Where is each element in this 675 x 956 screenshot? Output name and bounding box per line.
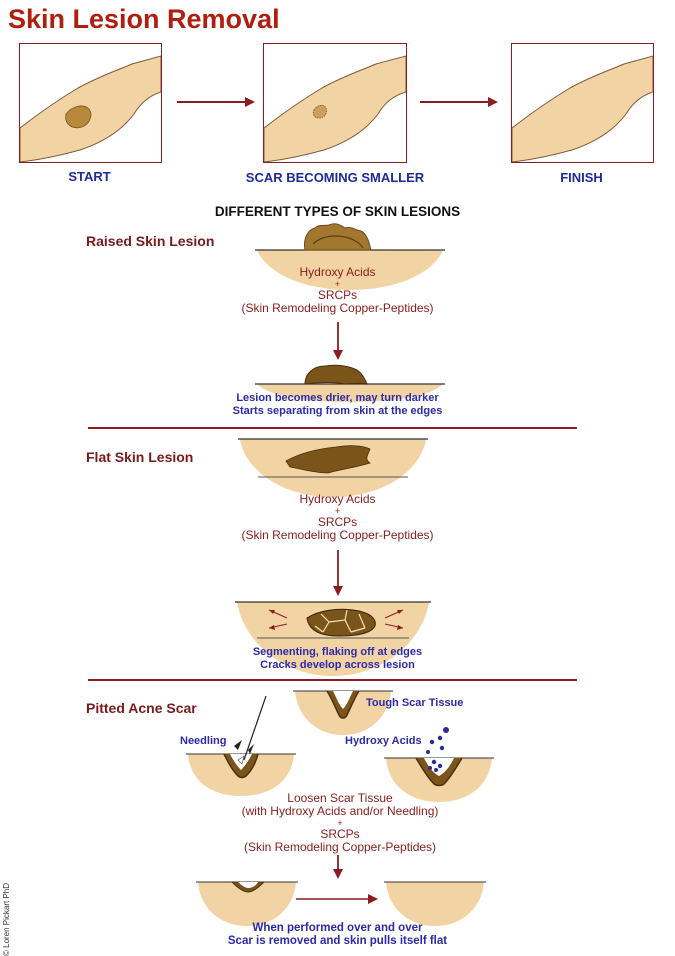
treatment-line: Hydroxy Acids (299, 265, 376, 279)
loosen-line: (with Hydroxy Acids and/or Needling) (241, 804, 439, 818)
result-line: Cracks develop across lesion (260, 659, 415, 671)
treatment-line: Hydroxy Acids (299, 492, 376, 506)
final-line: When performed over and over (252, 922, 423, 934)
result-line: Lesion becomes drier, may turn darker (236, 392, 439, 404)
start-panel (19, 43, 162, 163)
treatment-line: (Skin Remodeling Copper-Peptides) (241, 301, 434, 315)
treatment-plus: + (334, 506, 341, 516)
tough-scar-label: Tough Scar Tissue (366, 697, 464, 709)
arm-illustration (20, 44, 161, 162)
srcps-line: SRCPs (320, 827, 360, 841)
smaller-panel (263, 43, 407, 163)
finish-panel (511, 43, 654, 163)
pitted-final (170, 922, 505, 948)
flat-title: Flat Skin Lesion (86, 449, 194, 465)
treatment-plus: + (334, 279, 341, 289)
pitted-down-arrow (332, 855, 344, 881)
flat-treatment (230, 493, 445, 542)
needling-pit (186, 690, 296, 800)
raised-result (190, 392, 485, 418)
result-line: Starts separating from skin at the edges (232, 405, 443, 417)
raised-down-arrow (332, 322, 344, 362)
treatment-line: (Skin Remodeling Copper-Peptides) (241, 528, 434, 542)
result-line: Segmenting, flaking off at edges (252, 646, 423, 658)
arm-illustration (264, 44, 406, 162)
top-arrow-2 (420, 96, 500, 108)
pitted-title: Pitted Acne Scar (86, 700, 197, 716)
treatment-line: SRCPs (317, 515, 358, 529)
flat-down-arrow (332, 550, 344, 598)
page-title: Skin Lesion Removal (8, 4, 280, 34)
copyright-credit: © Loren Pickart PhD (2, 882, 11, 956)
caption-start: START (68, 169, 111, 184)
final-line: Scar is removed and skin pulls itself flat (227, 935, 448, 947)
types-heading: DIFFERENT TYPES OF SKIN LESIONS (214, 204, 461, 219)
raised-treatment (230, 266, 445, 315)
section-divider (88, 427, 577, 429)
top-arrow-1 (177, 96, 257, 108)
pit-flattening (196, 880, 298, 928)
caption-finish: FINISH (560, 170, 603, 185)
section-divider (88, 679, 577, 681)
flat-result (190, 646, 485, 672)
treatment-line: SRCPs (317, 288, 358, 302)
pitted-treatment (200, 792, 480, 854)
srcps-line: (Skin Remodeling Copper-Peptides) (243, 840, 437, 854)
hydroxy-acids-label: Hydroxy Acids (345, 735, 422, 747)
treatment-plus: + (337, 818, 343, 828)
flat-lesion-before (238, 437, 428, 499)
raised-title: Raised Skin Lesion (86, 233, 215, 249)
loosen-line: Loosen Scar Tissue (287, 791, 393, 805)
needling-label: Needling (180, 735, 227, 747)
arm-illustration (512, 44, 653, 162)
pit-flat-skin (384, 880, 486, 928)
caption-smaller: SCAR BECOMING SMALLER (245, 170, 425, 185)
pitted-right-arrow (296, 893, 380, 905)
